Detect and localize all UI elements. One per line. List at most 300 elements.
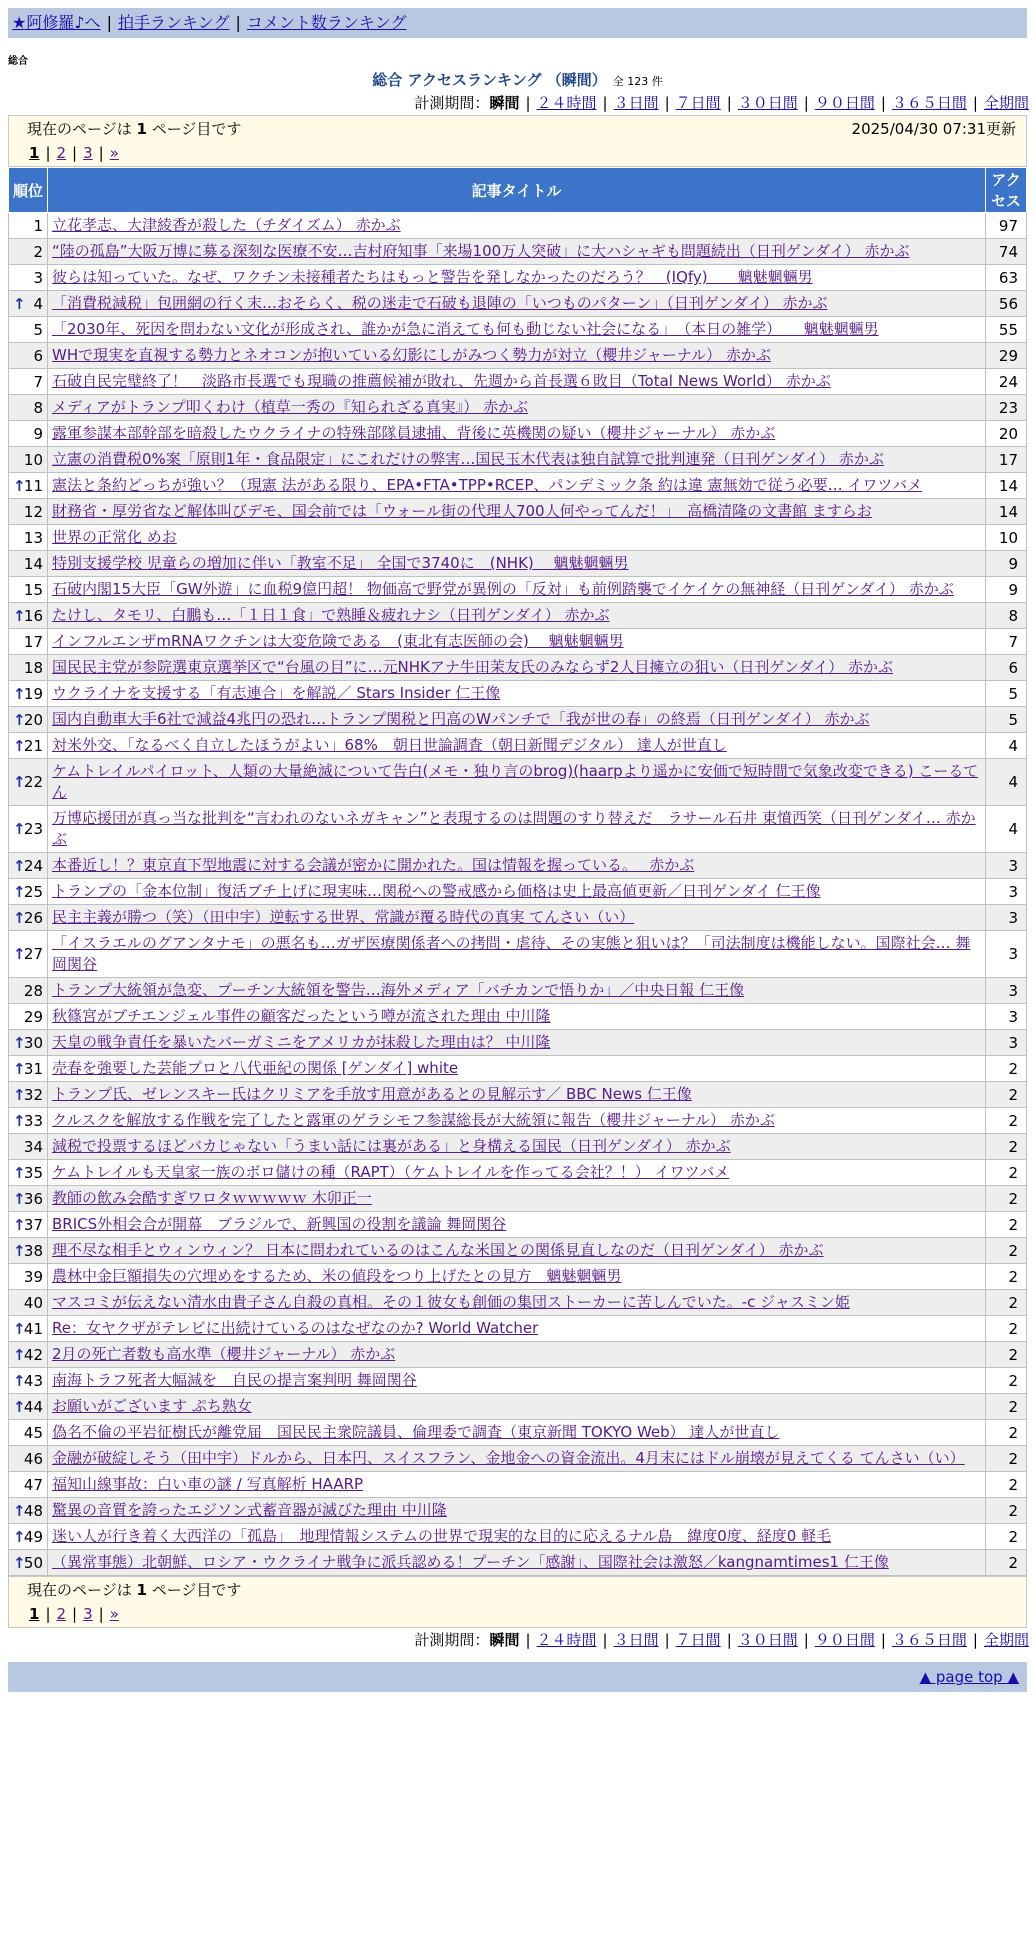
table-row — [9, 1212, 1027, 1238]
article-link[interactable]: 本番近し！？東京直下型地震に対する会議が密かに開かれた。国は情報を握っている。 赤かぶ — [52, 856, 695, 874]
rank-cell — [9, 1420, 48, 1446]
article-link[interactable]: “陸の孤島”大阪万博に募る深刻な医療不安…吉村府知事「来場100万人突破」に大ハシャギも問題続出（日刊ゲンダイ） 赤かぶ — [52, 242, 910, 260]
access-count: 2 — [986, 1082, 1027, 1108]
period-link[interactable]: ３日間 — [613, 94, 659, 112]
rank-number: 38 — [23, 1241, 43, 1260]
table-row — [9, 1394, 1027, 1420]
article-link[interactable]: 民主主義が勝つ（笑）（田中宇）逆転する世界、常識が覆る時代の真実 てんさい（い） — [52, 908, 635, 926]
rank-number: 24 — [23, 856, 43, 875]
rank-number: 16 — [23, 606, 43, 625]
rank-cell — [9, 1108, 48, 1134]
table-row — [9, 1264, 1027, 1290]
pager-separator: | — [45, 1605, 51, 1623]
article-link[interactable]: 露軍参謀本部幹部を暗殺したウクライナの特殊部隊員逮捕、背後に英機関の疑い（櫻井ジャーナル） 赤かぶ — [52, 424, 776, 442]
table-header-row — [9, 168, 1027, 213]
table-row — [9, 525, 1027, 551]
table-row — [9, 1186, 1027, 1212]
table-row — [9, 1056, 1027, 1082]
title-cell — [48, 1368, 986, 1394]
article-link[interactable]: クルスクを解放する作戦を完了したと露軍のゲラシモフ参謀総長が大統領に報告（櫻井ジャーナル） 赤かぶ — [52, 1111, 775, 1129]
title-cell — [48, 1420, 986, 1446]
article-link[interactable]: メディアがトランプ叩くわけ（植草一秀の『知られざる真実』） 赤かぶ — [52, 398, 529, 416]
period-separator: | — [525, 94, 531, 112]
title-cell — [48, 1056, 986, 1082]
rank-number: 41 — [23, 1319, 43, 1338]
rank-cell — [9, 1472, 48, 1498]
pager-separator: | — [98, 144, 104, 162]
up-arrow-icon: ↑ — [13, 1085, 26, 1104]
article-link[interactable]: 教師の飲み会酷すぎワロタｗｗｗｗｗ 木卯正一 — [52, 1189, 372, 1207]
up-arrow-icon: ↑ — [13, 1527, 26, 1546]
title-cell — [48, 629, 986, 655]
rank-cell — [9, 213, 48, 239]
updated-timestamp: 2025/04/30 07:31更新 — [851, 120, 1016, 138]
title-cell — [48, 1394, 986, 1420]
rank-number: 10 — [23, 450, 43, 469]
access-count: 9 — [986, 577, 1027, 603]
period-link[interactable]: ２４時間 — [536, 1631, 597, 1649]
rank-cell — [9, 395, 48, 421]
table-row — [9, 1524, 1027, 1550]
rank-cell — [9, 1342, 48, 1368]
up-arrow-icon: ↑ — [13, 1033, 26, 1052]
article-link[interactable]: 農林中金巨額損失の穴埋めをするため、米の値段をつり上げたとの見方 魑魅魍魎男 — [52, 1267, 622, 1285]
access-count: 63 — [986, 265, 1027, 291]
current-page-number: 1 — [136, 120, 147, 138]
rank-cell — [9, 978, 48, 1004]
table-row — [9, 1316, 1027, 1342]
rank-cell — [9, 733, 48, 759]
period-link[interactable]: ９０日間 — [814, 94, 875, 112]
rank-number: 3 — [33, 268, 43, 287]
article-link[interactable]: 特別支援学校 児童らの増加に伴い「教室不足」 全国で3740に (NHK) 魑魅魍魎男 — [52, 554, 629, 572]
title-cell — [48, 447, 986, 473]
access-count: 20 — [986, 421, 1027, 447]
title-cell — [48, 1160, 986, 1186]
rank-cell — [9, 1446, 48, 1472]
period-link[interactable]: ３６５日間 — [891, 94, 967, 112]
rank-number: 42 — [23, 1345, 43, 1364]
article-link[interactable]: 国内自動車大手6社で減益4兆円の恐れ…トランプ関税と円高のWパンチで「我が世の春」の終焉（日刊ゲンダイ） 赤かぶ — [52, 710, 870, 728]
access-count: 9 — [986, 551, 1027, 577]
article-link[interactable]: ケムトレイルも天皇家一族のボロ儲けの種（RAPT）（ケムトレイルを作ってる会社？！） イワツバメ — [52, 1163, 730, 1181]
access-count: 2 — [986, 1238, 1027, 1264]
up-arrow-icon: ↑ — [13, 1189, 26, 1208]
pager-separator: | — [45, 144, 51, 162]
rank-cell — [9, 1082, 48, 1108]
ranking-table — [8, 167, 1027, 1576]
article-link[interactable]: 売春を強要した芸能プロと八代亜紀の関係 [ゲンダイ] white — [52, 1059, 459, 1077]
pager-next-link[interactable]: » — [109, 144, 119, 162]
title-cell — [48, 681, 986, 707]
access-count: 5 — [986, 707, 1027, 733]
rank-number: 5 — [33, 320, 43, 339]
rank-number: 27 — [23, 945, 43, 963]
access-count: 7 — [986, 629, 1027, 655]
article-link[interactable]: ケムトレイルパイロット、人類の大量絶滅について告白(メモ・独り言のbrog)(haarpより遥かに安価で短時間で気象改変できる) こーるてん — [52, 762, 979, 801]
article-link[interactable]: 世界の正常化 めお — [52, 528, 177, 546]
access-count: 24 — [986, 369, 1027, 395]
access-count: 2 — [986, 1420, 1027, 1446]
rank-cell — [9, 806, 48, 853]
access-count: 2 — [986, 1446, 1027, 1472]
pager-separator: | — [72, 144, 78, 162]
title-cell — [48, 1186, 986, 1212]
access-count: 29 — [986, 343, 1027, 369]
article-link[interactable]: お願いがございます ぷち熟女 — [52, 1397, 252, 1415]
table-row — [9, 395, 1027, 421]
table-row — [9, 1420, 1027, 1446]
article-link[interactable]: ウクライナを支援する「有志連合」を解説／ Stars Insider 仁王像 — [52, 684, 501, 702]
table-row — [9, 473, 1027, 499]
title-cell — [48, 265, 986, 291]
table-row — [9, 1238, 1027, 1264]
up-arrow-icon: ↑ — [13, 1501, 26, 1520]
table-row — [9, 1030, 1027, 1056]
title-cell — [48, 239, 986, 265]
title-cell — [48, 905, 986, 931]
period-separator: | — [664, 1631, 670, 1649]
access-count: 2 — [986, 1472, 1027, 1498]
title-cell — [48, 1108, 986, 1134]
current-page-post: ページ目です — [151, 1581, 242, 1599]
title-cell — [48, 1290, 986, 1316]
article-link[interactable]: 石破自民完璧終了！ 淡路市長選でも現職の推薦候補が敗れ、先週から首長選６敗目（Total News World） 赤かぶ — [52, 372, 831, 390]
title-cell — [48, 213, 986, 239]
rank-cell — [9, 577, 48, 603]
article-link[interactable]: 迷い人が行き着く大西洋の「孤島」 地理情報システムの世界で現実的な目的に応えるナル島 緯度0度、経度0 軽毛 — [52, 1527, 832, 1545]
table-row — [9, 1108, 1027, 1134]
page-info-box-bottom — [8, 1576, 1027, 1628]
nav-separator: | — [235, 13, 241, 32]
rank-number: 40 — [23, 1293, 43, 1312]
period-selector — [0, 91, 1035, 115]
rank-cell — [9, 905, 48, 931]
title-cell — [48, 395, 986, 421]
title-cell — [48, 1446, 986, 1472]
rank-number: 22 — [23, 773, 43, 791]
rank-number: 29 — [23, 1007, 43, 1026]
article-link[interactable]: 金融が破綻しそう（田中宇）ドルから、日本円、スイスフラン、金地金への資金流出。4月末にはドル崩壊が見えてくる てんさい（い） — [52, 1449, 965, 1467]
table-row — [9, 879, 1027, 905]
period-link[interactable]: ３０日間 — [737, 94, 798, 112]
rank-cell — [9, 707, 48, 733]
title-cell — [48, 759, 986, 806]
access-count: 23 — [986, 395, 1027, 421]
rank-number: 13 — [23, 528, 43, 547]
current-page-number: 1 — [136, 1581, 147, 1599]
title-cell — [48, 317, 986, 343]
period-selector-bottom — [0, 1628, 1035, 1652]
article-link[interactable]: 立花孝志、大津綾香が殺した（チダイズム） 赤かぶ — [52, 216, 401, 234]
rank-cell — [9, 1498, 48, 1524]
access-count: 2 — [986, 1264, 1027, 1290]
rank-number: 7 — [33, 372, 43, 391]
table-row — [9, 681, 1027, 707]
rank-cell — [9, 853, 48, 879]
title-cell — [48, 525, 986, 551]
page-info-box — [8, 115, 1027, 167]
title-cell — [48, 343, 986, 369]
up-arrow-icon: ↑ — [13, 1397, 26, 1416]
rank-cell — [9, 1134, 48, 1160]
title-cell — [48, 931, 986, 978]
access-count: 3 — [986, 905, 1027, 931]
period-separator: | — [880, 1631, 886, 1649]
period-link[interactable]: ３６５日間 — [891, 1631, 967, 1649]
period-separator: | — [726, 94, 732, 112]
rank-number: 18 — [23, 658, 43, 677]
rank-cell — [9, 1238, 48, 1264]
article-link[interactable]: 理不尽な相手とウィンウィン？ 日本に問われているのはこんな米国との関係見直しなのだ（日刊ゲンダイ） 赤かぶ — [52, 1241, 824, 1259]
table-row — [9, 1342, 1027, 1368]
period-separator: | — [803, 1631, 809, 1649]
table-row — [9, 1290, 1027, 1316]
period-link[interactable]: ７日間 — [675, 1631, 721, 1649]
article-link[interactable]: トランプの「金本位制」復活ブチ上げに現実味…関税への警戒感から価格は史上最高値更新／日刊ゲンダイ 仁王像 — [52, 882, 821, 900]
current-page-pre: 現在のページは — [27, 120, 132, 138]
section-label: 総合 — [8, 56, 28, 67]
access-count: 2 — [986, 1550, 1027, 1576]
table-row — [9, 1368, 1027, 1394]
rank-cell — [9, 1550, 48, 1576]
article-link[interactable]: マスコミが伝えない清水由貴子さん自殺の真相。その１彼女も創価の集団ストーカーに苦しんでいた。-c ジャスミン姫 — [52, 1293, 850, 1311]
table-row — [9, 978, 1027, 1004]
period-label: 計測期間： — [414, 94, 490, 112]
ranking-heading — [0, 69, 1035, 91]
rank-number: 47 — [23, 1475, 43, 1494]
article-link[interactable]: 「2030年、死因を問わない文化が形成され、誰かが急に消えても何も動じない社会になる」 （本日の雑学） 魑魅魍魎男 — [52, 320, 879, 338]
pager-page-link[interactable]: 3 — [83, 144, 93, 162]
rank-cell — [9, 931, 48, 978]
rank-cell — [9, 1524, 48, 1550]
article-link[interactable]: 天皇の戦争責任を暴いたバーガミニをアメリカが抹殺した理由は？ 中川隆 — [52, 1033, 551, 1051]
article-link[interactable]: 対米外交、「なるべく自立したほうがよい」68% 朝日世論調査（朝日新聞デジタル） 達人が世直し — [52, 736, 727, 754]
page-top-link[interactable]: ▲ page top ▲ — [919, 1668, 1019, 1686]
title-cell — [48, 1524, 986, 1550]
period-link[interactable]: ７日間 — [675, 94, 721, 112]
period-current: 瞬間 — [489, 1631, 520, 1649]
current-page-text — [27, 118, 241, 140]
pager-separator: | — [98, 1605, 104, 1623]
table-row — [9, 806, 1027, 853]
up-arrow-icon: ↑ — [13, 710, 26, 729]
period-link[interactable]: ３０日間 — [737, 1631, 798, 1649]
access-count: 10 — [986, 525, 1027, 551]
table-row — [9, 603, 1027, 629]
rank-number: 4 — [33, 294, 43, 313]
title-cell — [48, 707, 986, 733]
rank-cell — [9, 1004, 48, 1030]
pager — [27, 1601, 1016, 1627]
article-link[interactable]: 万博応援団が真っ当な批判を“言われのないネガキャン”と表現するのは問題のすり替えだ ラサール石井 東憤西笑（日刊ゲンダイ… 赤かぶ — [52, 809, 976, 848]
up-arrow-icon: ↑ — [13, 1215, 26, 1234]
up-arrow-icon: ↑ — [13, 1319, 26, 1338]
rank-number: 17 — [23, 632, 43, 651]
article-link[interactable]: Re：女ヤクザがテレビに出続けているのはなぜなのか? World Watcher — [52, 1319, 539, 1337]
up-arrow-icon: ↑ — [13, 882, 26, 901]
article-link[interactable]: （異常事態）北朝鮮、ロシア・ウクライナ戦争に派兵認める！プーチン「感謝」、国際社会は激怒／kangnamtimes1 仁王像 — [52, 1553, 889, 1571]
table-row — [9, 499, 1027, 525]
access-count: 2 — [986, 1134, 1027, 1160]
article-link[interactable]: 「消費税減税」包囲網の行く末…おそらく、税の迷走で石破も退陣の「いつものパターン」（日刊ゲンダイ） 赤かぶ — [52, 294, 828, 312]
rank-number: 33 — [23, 1111, 43, 1130]
rank-cell — [9, 291, 48, 317]
access-count: 2 — [986, 1394, 1027, 1420]
up-arrow-icon: ↑ — [13, 736, 26, 755]
up-arrow-icon: ↑ — [13, 945, 26, 963]
table-row — [9, 1550, 1027, 1576]
table-row — [9, 291, 1027, 317]
rank-number: 49 — [23, 1527, 43, 1546]
table-row — [9, 1472, 1027, 1498]
rank-cell — [9, 1394, 48, 1420]
title-cell — [48, 499, 986, 525]
access-count: 2 — [986, 1108, 1027, 1134]
table-row — [9, 759, 1027, 806]
title-cell — [48, 577, 986, 603]
article-link[interactable]: インフルエンザmRNAワクチンは大変危険である (東北有志医師の会) 魑魅魍魎男 — [52, 632, 624, 650]
period-separator: | — [972, 94, 978, 112]
access-count: 8 — [986, 603, 1027, 629]
article-link[interactable]: 秋篠宮がブチエンジェル事件の顧客だったという噂が流された理由 中川隆 — [52, 1007, 551, 1025]
article-link[interactable]: たけし、タモリ、白鵬も…「１日１食」で熟睡＆疲れナシ（日刊ゲンダイ） 赤かぶ — [52, 606, 610, 624]
pager-page-link[interactable]: 2 — [56, 144, 67, 162]
rank-cell — [9, 1030, 48, 1056]
article-link[interactable]: 驚異の音質を誇ったエジソン式蓄音器が滅びた理由 中川隆 — [52, 1501, 447, 1519]
access-count: 2 — [986, 1498, 1027, 1524]
article-link[interactable]: トランプ氏、ゼレンスキー氏はクリミアを手放す用意があるとの見解示す／ BBC News 仁王像 — [52, 1085, 692, 1103]
applause-ranking-link[interactable]: 拍手ランキング — [117, 13, 230, 32]
up-arrow-icon: ↑ — [13, 908, 26, 927]
rank-number: 35 — [23, 1163, 43, 1182]
table-row — [9, 655, 1027, 681]
article-link[interactable]: 石破内閣15大臣「GW外遊」に血税9億円超！ 物価高で野党が異例の「反対」も前例踏襲でイケイケの無神経（日刊ゲンダイ） 赤かぶ — [52, 580, 954, 598]
up-arrow-icon: ↑ — [13, 856, 26, 875]
article-link[interactable]: 2月の死亡者数も高水準（櫻井ジャーナル） 赤かぶ — [52, 1345, 396, 1363]
period-link[interactable]: ２４時間 — [536, 94, 597, 112]
rank-cell — [9, 1212, 48, 1238]
rank-number: 6 — [33, 346, 43, 365]
period-current: 瞬間 — [489, 94, 520, 112]
title-cell — [48, 806, 986, 853]
up-arrow-icon: ↑ — [13, 606, 26, 625]
rank-number: 21 — [23, 736, 43, 755]
rank-number: 20 — [23, 710, 43, 729]
title-cell — [48, 1498, 986, 1524]
current-page-text — [27, 1579, 241, 1601]
article-link[interactable]: WHで現実を直視する勢力とネオコンが抱いている幻影にしがみつく勢力が対立（櫻井ジャーナル） 赤かぶ — [52, 346, 771, 364]
article-link[interactable]: 偽名不倫の平岩征樹氏が離党届 国民民主衆院議員、倫理委で調査（東京新聞 TOKYO Web） 達人が世直し — [52, 1423, 780, 1441]
table-row — [9, 733, 1027, 759]
article-link[interactable]: トランプ大統領が急変、プーチン大統領を警告…海外メディア「バチカンで悟りか」／中央日報 仁王像 — [52, 981, 745, 999]
rank-cell — [9, 317, 48, 343]
table-row — [9, 551, 1027, 577]
access-count: 3 — [986, 879, 1027, 905]
period-separator: | — [726, 1631, 732, 1649]
title-cell — [48, 291, 986, 317]
article-link[interactable]: 国民民主党が参院選東京選挙区で“台風の目”に…元NHKアナ牛田茉友氏のみならず2人目擁立の狙い（日刊ゲンダイ） 赤かぶ — [52, 658, 893, 676]
access-count: 2 — [986, 1316, 1027, 1342]
article-link[interactable]: 立憲の消費税0%案「原則1年・食品限定」にこれだけの弊害…国民玉木代表は独自試算で批判連発（日刊ゲンダイ） 赤かぶ — [52, 450, 884, 468]
rank-number: 44 — [23, 1397, 43, 1416]
period-separator: | — [602, 94, 608, 112]
access-count: 2 — [986, 1524, 1027, 1550]
article-link[interactable]: 財務省・厚労省など解体叫びデモ、国会前では「ウォール街の代理人700人何やってんだ！」 高橋清隆の文書館 ますらお — [52, 502, 872, 520]
rank-number: 30 — [23, 1033, 43, 1052]
pager-page-link[interactable]: 3 — [83, 1605, 93, 1623]
access-column-header: アクセス — [986, 168, 1027, 213]
comment-ranking-link[interactable]: コメント数ランキング — [246, 13, 407, 32]
item-count: 全 123 件 — [612, 75, 663, 88]
up-arrow-icon: ↑ — [13, 773, 26, 791]
table-row — [9, 629, 1027, 655]
article-link[interactable]: 「イスラエルのグアンタナモ」の悪名も…ガザ医療関係者への拷問・虐待、その実態と狙いは？「司法制度は機能しない。国際社会… 舞岡関谷 — [52, 934, 971, 973]
period-link[interactable]: 全期間 — [983, 1631, 1029, 1649]
table-row — [9, 853, 1027, 879]
article-link[interactable]: 彼らは知っていた。なぜ、ワクチン未接種者たちはもっと警告を発しなかったのだろう？ (IQfy) 魑魅魍魎男 — [52, 268, 813, 286]
access-count: 2 — [986, 1290, 1027, 1316]
pager-page-link[interactable]: 2 — [56, 1605, 67, 1623]
article-link[interactable]: 福知山線事故：白い車の謎 / 写真解析 HAARP — [52, 1475, 364, 1493]
current-page-pre: 現在のページは — [27, 1581, 132, 1599]
article-link[interactable]: 減税で投票するほどバカじゃない「うまい話には裏がある」と身構える国民（日刊ゲンダイ） 赤かぶ — [52, 1137, 731, 1155]
rank-number: 46 — [23, 1449, 43, 1468]
access-count: 2 — [986, 1368, 1027, 1394]
article-link[interactable]: 憲法と条約どっちが強い？（現憲 法がある限り、EPA•FTA•TPP•RCEP、パンデミック条 約は違 憲無効で従う必要… イワツバメ — [52, 476, 923, 494]
rank-cell — [9, 421, 48, 447]
up-arrow-icon: ↑ — [13, 1111, 26, 1130]
title-cell — [48, 978, 986, 1004]
rank-cell — [9, 1160, 48, 1186]
title-cell — [48, 853, 986, 879]
rank-number: 15 — [23, 580, 43, 599]
access-count: 56 — [986, 291, 1027, 317]
pager-current-page: 1 — [29, 1605, 40, 1623]
rank-cell — [9, 655, 48, 681]
rank-number: 32 — [23, 1085, 43, 1104]
up-arrow-icon: ↑ — [13, 1345, 26, 1364]
access-count: 2 — [986, 1160, 1027, 1186]
rank-cell — [9, 265, 48, 291]
rank-number: 9 — [33, 424, 43, 443]
access-count: 3 — [986, 853, 1027, 879]
period-link[interactable]: ３日間 — [613, 1631, 659, 1649]
access-count: 2 — [986, 1342, 1027, 1368]
title-cell — [48, 1264, 986, 1290]
rank-cell — [9, 1290, 48, 1316]
article-link[interactable]: BRICS外相会合が開幕 ブラジルで、新興国の役割を議論 舞岡関谷 — [52, 1215, 507, 1233]
rank-number: 8 — [33, 398, 43, 417]
rank-cell — [9, 239, 48, 265]
home-link[interactable]: ★阿修羅♪へ — [12, 13, 101, 32]
period-link[interactable]: 全期間 — [983, 94, 1029, 112]
period-link[interactable]: ９０日間 — [814, 1631, 875, 1649]
pager-next-link[interactable]: » — [109, 1605, 119, 1623]
access-count: 3 — [986, 1004, 1027, 1030]
access-count: 5 — [986, 681, 1027, 707]
article-link[interactable]: 南海トラフ死者大幅減を 自民の提言案判明 舞岡関谷 — [52, 1371, 417, 1389]
access-count: 2 — [986, 1212, 1027, 1238]
rank-cell — [9, 525, 48, 551]
rank-number: 1 — [33, 216, 43, 235]
rank-number: 28 — [23, 981, 43, 1000]
rank-column-header: 順位 — [9, 168, 48, 213]
title-cell — [48, 551, 986, 577]
title-cell — [48, 1004, 986, 1030]
table-row — [9, 1446, 1027, 1472]
access-count: 4 — [986, 733, 1027, 759]
